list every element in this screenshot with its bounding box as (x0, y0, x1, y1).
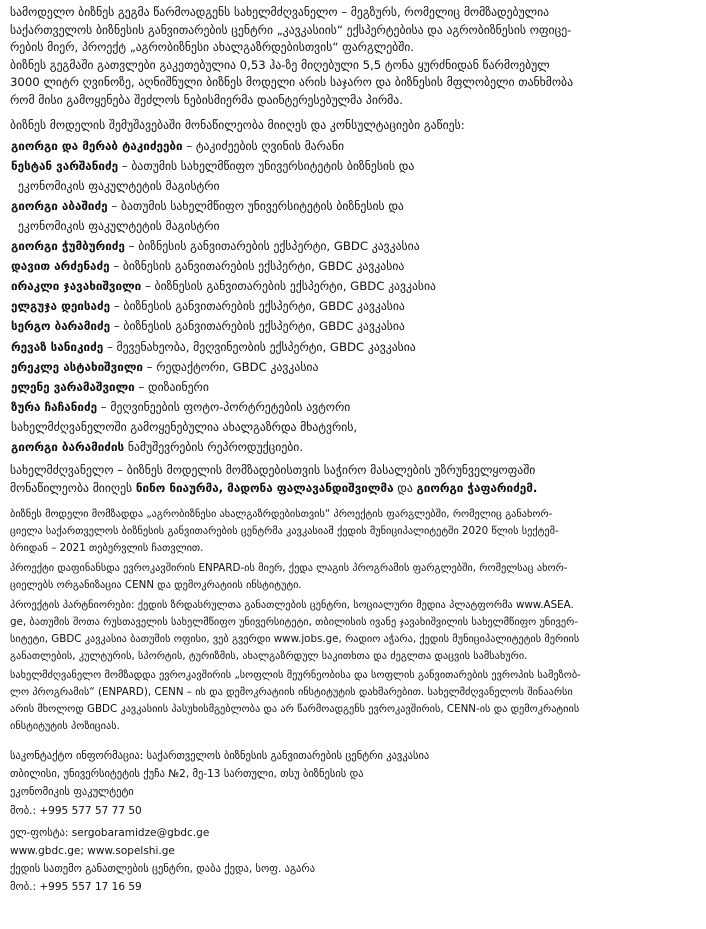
project-line: ბიზნეს მოდელი მომზადდა „აგრობიზნესი ახალგაზრდებისთვის“ პროექტის ფარგლებში, რომელიც განახორ- (10, 508, 553, 521)
intro-line: ბიზნეს გეგმაში გათვლები გაკეთებულია 0,53 ჰა-ზე მიღებული 5,5 ტონა ყურძნიდან წარმოებულ (10, 57, 550, 72)
materials-note-and: და (393, 480, 417, 495)
contact-phone: მობ.: +995 577 57 77 50 (10, 804, 142, 817)
project-line: ge, ბათუმის შოთა რუსთაველის სახელმწიფო უნივერსიტეტი, თბილისის ივანე ჯავახიშვილის სახელმწიფო უნივერ- (10, 615, 579, 628)
intro-line: საქართველოს ბიზნესის განვითარების ცენტრი „კავკასიის“ ექსპერტებისა და აგრობიზნესის ოფიცე- (10, 22, 572, 37)
contributor-entry (10, 236, 696, 256)
materials-note-prefix: მონაწილეობა მიიღეს (10, 480, 136, 495)
contributor-entry (10, 276, 696, 296)
contributor-role-continued: ეკონომიკის ფაკულტეტის მაგისტრი (18, 178, 220, 193)
project-line: არის მხოლოდ GBDC კავკასიის პასუხისმგებლობა და არ წარმოადგენს ევროკავშირის, CENN-ის და დემოკრატიის (10, 703, 580, 716)
contributor-name: რევაზ სანიკიძე (11, 339, 104, 354)
contributor-role: – მევენახეობა, მეღვინეობის ექსპერტი, GBDC კავკასია (103, 339, 416, 354)
contributor-name: ერეკლე ასტახიშვილი (11, 359, 143, 374)
contributor-role: – ბათუმის სახელმწიფო უნივერსიტეტის ბიზნესის და (107, 198, 404, 213)
partners-paragraph (10, 597, 696, 665)
contact-websites: www.gbdc.ge; www.sopelshi.ge (10, 845, 175, 858)
contributor-role: – ბათუმის სახელმწიფო უნივერსიტეტის ბიზნესის და (118, 158, 415, 173)
contributor-role: – ბიზნესის განვითარების ექსპერტი, GBDC კავკასია (110, 319, 405, 334)
contributor-entry (10, 256, 696, 276)
contributor-role: – ტაკიძეების ღვინის მარანი (182, 138, 345, 153)
funding-paragraph (10, 560, 696, 594)
contributor-name: სერგო ბარამიძე (11, 319, 111, 334)
intro-line: 3000 ლიტრ ღვინოზე, აღნიშნული ბიზნეს მოდელი არის საჯარო და ბიზნესის მფლობელი თანხმობა (10, 75, 574, 89)
contributor-entry (10, 136, 696, 156)
project-line: სიტეტი, GBDC კავკასია ბათუმის ოფისი, ვებ გვერდი www.jobs.ge, რადიო აჭარა, ქედის მუნიციპალიტეტის მერიის (10, 632, 580, 645)
contributor-name: გიორგი და მერაბ ტაკიძეები (11, 138, 183, 153)
contributor-role: – დიზაინერი (134, 379, 209, 394)
project-line: ლო პროგრამის“ (ENPARD), CENN – ის და დემოკრატიის ინსტიტუტის დახმარებით. სახელმძღვანელოს შინაარსი (10, 686, 573, 699)
intro-line: რების მიერ, პროექტ „აგრობიზნესი ახალგაზრდებისთვის“ ფარგლებში. (10, 40, 415, 54)
project-line: განათლების, კულტურის, სპორტის, ტურიზმის, ახალგაზრდულ საკითხთა და ძეგლთა დაცვის სამსახური. (10, 649, 528, 662)
contributor-entry (10, 196, 696, 236)
project-line: ბრიდან – 2021 თებერვლის ჩათვლით. (10, 542, 204, 555)
contributors-heading: ბიზნეს მოდელის შემუშავებაში მონაწილეობა მიიღეს და კონსულტაციები გაწიეს: (10, 118, 465, 132)
project-line: პროექტის პარტნიორები: ქედის ზრდასრულთა განათლების ცენტრი, სოციალური მედია პლატფორმა www.ASEA. (10, 598, 574, 611)
intro-line: რომ მისი გამოყენება შეძლოს ნებისმიერმა დაინტერესებულმა პირმა. (10, 92, 403, 107)
materials-note-names: ნინო ნიაურმა, მადონა ფალავანდიშვილმა (135, 480, 394, 495)
contributor-entry (10, 377, 696, 397)
illustration-credit-text: ნამუშევრების რეპროდუქციები. (124, 440, 304, 454)
contributor-entry (10, 357, 696, 377)
contributor-role: – ბიზნესის განვითარების ექსპერტი, GBDC კავკასია (124, 239, 420, 254)
contact-web (10, 824, 696, 897)
contributor-name: ელგუჯა დეისაძე (11, 299, 111, 314)
project-line: ციელა საქართველოს ბიზნესის განვითარების ცენტრმა კავკასიამ ქედის მუნიციპალიტეტში 2020 წლის სექტემ- (10, 525, 559, 538)
contributor-role: – ბიზნესის განვითარების ექსპერტი, GBDC კავკასია (109, 259, 405, 274)
contact-address: ეკონომიკის ფაკულტეტი (10, 786, 134, 799)
contributor-name: ნესტან ვარშანიძე (11, 158, 119, 173)
project-paragraph (10, 506, 696, 557)
materials-note-last-name: გიორგი ჭაფარიძემ (416, 480, 533, 495)
contributor-name: ირაკლი ჯავახიშვილი (11, 279, 142, 294)
intro-paragraph (10, 4, 696, 109)
contributor-entry (10, 316, 696, 336)
contributor-name: გიორგი ჭუმბურიძე (11, 239, 125, 254)
illustration-credit (10, 437, 696, 457)
contributor-name: ელენე ვარამაშვილი (11, 379, 135, 394)
contact-address: თბილისი, უნივერსიტეტის ქუჩა №2, მე-13 სართული, თსუ ბიზნესის და (10, 768, 364, 781)
materials-note (10, 462, 696, 497)
kedi-center-line: ქედის სათემო განათლების ცენტრი, დაბა ქედა, სოფ. აგარა (10, 863, 316, 876)
intro-line: სამოდელო ბიზნეს გეგმა წარმოადგენს სახელმძღვანელო – მეგზურს, რომელიც მომზადებულია (10, 5, 550, 19)
contributor-entry (10, 397, 696, 417)
project-line: პროექტი დაფინანსდა ევროკავშირის ENPARD-ის მიერ, ქედა ლაგის პროგრამის ფარგლებში, რომელსაც ახორ- (10, 562, 568, 574)
project-line: ციელებს ორგანიზაცია CENN და დემოკრატიის ინსტიტუტი. (10, 578, 302, 591)
contributor-entry (10, 296, 696, 316)
contributor-role: – მეღვინეების ფოტო-პორტრეტების ავტორი (97, 399, 351, 414)
contributor-role: – რედაქტორი, GBDC კავკასია (142, 359, 319, 374)
contact-line: საკონტაქტო ინფორმაცია: საქართველოს ბიზნესის განვითარების ცენტრი კავკასია (10, 750, 430, 763)
contributor-name: გიორგი აბაშიძე (11, 198, 108, 213)
kedi-center-phone: მობ.: +995 557 17 16 59 (10, 881, 142, 894)
contributor-role: – ბიზნესის განვითარების ექსპერტი, GBDC კავკასია (141, 279, 436, 294)
illustration-note: სახელმძღვანელოში გამოყენებულია ახალგაზრდა მხატვრის, (11, 419, 358, 434)
disclaimer-paragraph (10, 667, 696, 735)
contact-info (10, 747, 696, 820)
project-line: ინსტიტუტის პოზიციას. (10, 720, 120, 733)
contributor-entry (10, 337, 696, 357)
illustrator-name: გიორგი ბარამიძის (11, 440, 125, 454)
materials-note-end: . (532, 480, 538, 495)
contributor-name: ზურა ჩაჩანიძე (11, 399, 98, 414)
contributors-list (10, 136, 696, 458)
contributor-role-continued: ეკონომიკის ფაკულტეტის მაგისტრი (18, 218, 220, 233)
contributor-role: – ბიზნესის განვითარების ექსპერტი, GBDC კავკასია (110, 299, 405, 314)
contributor-entry (10, 156, 696, 196)
project-line: სახელმძღვანელო მომზადდა ევროკავშირის „სოფლის მეურნეობისა და სოფლის განვითარების ევროპის სამეზობ- (10, 669, 581, 682)
contributor-name: დავით არძენაძე (11, 259, 110, 274)
materials-note-line: სახელმძღვანელო – ბიზნეს მოდელის მომზადებისთვის საჭირო მასალების უზრუნველყოფაში (10, 463, 536, 478)
contact-email: ელ-ფოსტა: sergobaramidze@gbdc.ge (10, 826, 210, 839)
